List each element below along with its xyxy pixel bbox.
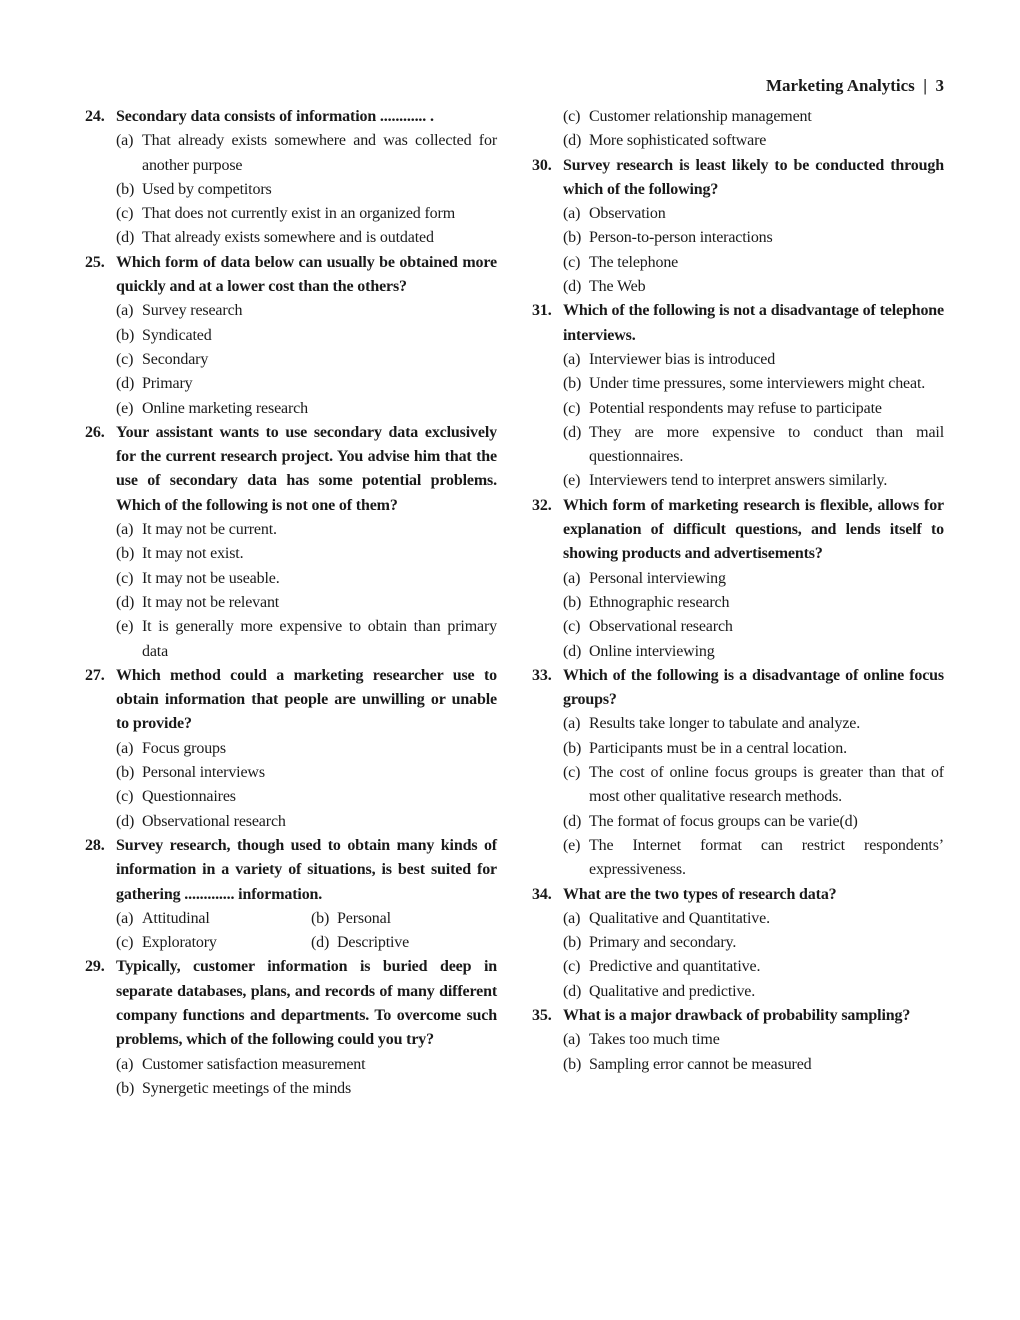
option-label: (d) [563,278,582,296]
question-number: 28. [85,836,105,854]
answer-option [563,1028,944,1052]
option-label: (c) [563,399,581,417]
answer-option [311,907,497,931]
option-label: (a) [563,715,581,733]
question-number: 27. [85,666,105,684]
running-header [766,76,944,96]
answer-option [563,372,944,396]
answer-option [563,129,944,153]
question-number: 25. [85,253,105,271]
answer-option [116,397,497,421]
option-text: The Web [589,278,646,296]
question-text: Which method could a marketing researcher use to obtain information that people are unwilling or unable to provide? [116,666,497,733]
option-label: (c) [563,958,581,976]
option-label: (e) [563,472,581,490]
option-text: Syndicated [142,326,212,344]
option-label: (a) [116,739,134,757]
answer-option [116,372,497,396]
option-text: Observational research [589,618,733,636]
page-number: 3 [935,76,944,95]
option-label: (d) [563,982,582,1000]
option-text: It may not exist. [142,545,244,563]
answer-option [563,810,944,834]
option-label: (a) [563,1031,581,1049]
option-label: (a) [563,909,581,927]
header-title: Marketing Analytics [766,76,915,95]
answer-option [116,518,497,542]
option-text: Exploratory [142,934,217,952]
option-text: That does not currently exist in an organized form [142,205,456,223]
option-text: Interviewers tend to interpret answers similarly. [589,472,888,490]
option-label: (b) [563,229,582,247]
answer-option [116,737,497,761]
question-text: Which of the following is not a disadvantage of telephone interviews. [563,302,944,344]
answer-option [116,761,497,785]
option-text: Qualitative and predictive. [589,982,756,1000]
option-label: (a) [116,132,134,150]
option-label: (d) [116,229,135,247]
question-number: 29. [85,958,105,976]
option-text: Predictive and quantitative. [589,958,761,976]
option-text: Primary and secondary. [589,934,737,952]
answer-option [563,761,944,810]
option-label: (b) [116,180,135,198]
question-number: 30. [532,156,552,174]
option-label: (a) [116,1055,134,1073]
answer-option [563,469,944,493]
answer-option [116,931,311,955]
option-label: (c) [116,934,134,952]
option-label: (d) [563,642,582,660]
answer-option [116,567,497,591]
option-text: Online marketing research [142,399,308,417]
option-label: (b) [116,545,135,563]
question-block [532,664,944,883]
answer-option [116,299,497,323]
option-text: Descriptive [337,934,410,952]
answer-option [311,931,497,955]
option-label: (b) [116,764,135,782]
option-text: The format of focus groups can be varie(d) [589,812,858,830]
option-text: It may not be relevant [142,593,280,611]
option-text: That already exists somewhere and was collected for another purpose [142,132,497,174]
question-block [85,955,497,1101]
option-label: (e) [116,618,134,636]
answer-option [116,785,497,809]
option-text: They are more expensive to conduct than mail questionnaires. [589,423,944,466]
option-label: (d) [116,593,135,611]
option-label: (d) [563,812,582,830]
answer-option [116,1077,497,1101]
question-number: 32. [532,496,552,514]
option-label: (b) [116,326,135,344]
option-label: (a) [563,350,581,368]
option-text: Focus groups [142,739,226,757]
option-text: Interviewer bias is introduced [589,350,776,368]
option-text: Personal [337,909,391,927]
answer-option [563,202,944,226]
option-label: (a) [563,205,581,223]
question-block [85,105,497,251]
question-text: Secondary data consists of information ............ . [116,108,434,125]
option-label: (d) [563,423,582,441]
question-block [532,1004,944,1077]
question-text: Which form of marketing research is flexible, allows for explanation of difficult questions, and lends itself to showing products and advertisements? [563,496,944,563]
question-text: Survey research is least likely to be conducted through which of the following? [563,156,944,198]
option-text: It is generally more expensive to obtain than primary data [142,618,497,660]
question-number: 24. [85,108,105,125]
option-label: (e) [563,836,581,854]
option-text: Person-to-person interactions [589,229,773,247]
option-text: Potential respondents may refuse to participate [589,399,882,417]
question-block [532,105,944,154]
option-text: Observational research [142,812,286,830]
answer-option [563,712,944,736]
option-text: Sampling error cannot be measured [589,1055,812,1073]
option-label: (a) [116,909,134,927]
option-text: Qualitative and Quantitative. [589,909,770,927]
option-text: Attitudinal [142,909,210,927]
answer-option [116,324,497,348]
answer-option [563,251,944,275]
option-label: (d) [311,934,330,952]
answer-option [563,737,944,761]
option-text: That already exists somewhere and is outdated [142,229,434,247]
option-label: (c) [116,569,134,587]
option-label: (c) [563,618,581,636]
question-block [85,251,497,421]
option-text: Secondary [142,350,209,368]
option-text: Results take longer to tabulate and analyze. [589,715,861,733]
question-block [85,421,497,664]
question-text: Your assistant wants to use secondary data exclusively for the current research project. You advise him that the use of secondary data has some potential problems. Which of the following is not one of them? [116,423,497,514]
option-label: (c) [116,788,134,806]
answer-option [563,275,944,299]
option-text: Observation [589,205,666,223]
option-label: (c) [563,108,581,125]
answer-option [116,907,311,931]
option-text: Customer satisfaction measurement [142,1055,366,1073]
option-text: Primary [142,375,193,393]
answer-option [563,421,944,470]
option-label: (a) [563,569,581,587]
answer-option [116,226,497,250]
answer-option [116,615,497,664]
option-label: (d) [116,812,135,830]
answer-option [116,348,497,372]
answer-option [563,907,944,931]
option-text: Takes too much time [589,1031,720,1049]
option-label: (c) [563,253,581,271]
answer-option [563,397,944,421]
question-text: Which of the following is a disadvantage of online focus groups? [563,666,944,709]
answer-option [563,591,944,615]
option-label: (c) [116,350,134,368]
question-number: 34. [532,885,552,903]
option-label: (c) [563,764,581,782]
answer-option [563,980,944,1004]
answer-option [563,640,944,664]
answer-option [116,202,497,226]
option-text: The Internet format can restrict respondents’ expressiveness. [589,836,944,879]
option-text: Participants must be in a central location. [589,739,847,757]
question-block [532,154,944,300]
option-label: (b) [563,375,582,393]
question-number: 31. [532,302,552,320]
question-number: 26. [85,423,105,441]
option-text: Under time pressures, some interviewers might cheat. [589,375,926,393]
option-text: Online interviewing [589,642,715,660]
question-text: What is a major drawback of probability sampling? [563,1006,911,1024]
question-block [85,834,497,955]
option-label: (c) [116,205,134,223]
option-text: Used by competitors [142,180,272,198]
option-text: Personal interviews [142,764,265,782]
option-label: (a) [116,302,134,320]
answer-option [116,810,497,834]
option-label: (b) [311,909,330,927]
question-text: What are the two types of research data? [563,885,837,903]
option-text: Questionnaires [142,788,236,806]
option-text: Personal interviewing [589,569,726,587]
question-block [532,299,944,493]
option-label: (b) [563,934,582,952]
option-text: Customer relationship management [589,108,812,125]
left-column [85,105,497,1101]
answer-option [563,348,944,372]
option-label: (b) [563,739,582,757]
option-text: It may not be current. [142,521,277,539]
option-label: (a) [116,521,134,539]
answer-option [116,129,497,178]
answer-option [563,226,944,250]
answer-option [563,567,944,591]
option-text: More sophisticated software [589,132,767,150]
option-text: The telephone [589,253,679,271]
option-text: It may not be useable. [142,569,280,587]
question-text: Which form of data below can usually be obtained more quickly and at a lower cost than the others? [116,253,497,296]
answer-option [563,834,944,883]
question-text: Survey research, though used to obtain many kinds of information in a variety of situations, is best suited for gathering ............. information. [116,836,497,903]
answer-option [563,105,944,129]
options-grid [116,907,497,956]
option-text: Synergetic meetings of the minds [142,1079,352,1097]
option-text: Ethnographic research [589,593,730,611]
option-text: The cost of online focus groups is greater than that of most other qualitative research methods. [589,764,944,806]
answer-option [116,1053,497,1077]
question-number: 33. [532,666,552,684]
answer-option [116,591,497,615]
option-label: (b) [116,1079,135,1097]
header-separator: | [923,76,927,95]
answer-option [116,178,497,202]
answer-option [116,542,497,566]
option-label: (b) [563,1055,582,1073]
question-block [532,494,944,664]
answer-option [563,1053,944,1077]
answer-option [563,931,944,955]
question-block [85,664,497,834]
question-block [532,883,944,1004]
answer-option [563,955,944,979]
option-label: (b) [563,593,582,611]
option-text: Survey research [142,302,243,320]
question-number: 35. [532,1006,552,1024]
option-label: (d) [563,132,582,150]
option-label: (e) [116,399,134,417]
option-label: (d) [116,375,135,393]
question-text: Typically, customer information is buried deep in separate databases, plans, and records of many different company functions and departments. To overcome such problems, which of the following could you try? [116,958,497,1049]
answer-option [563,615,944,639]
right-column [532,105,944,1077]
